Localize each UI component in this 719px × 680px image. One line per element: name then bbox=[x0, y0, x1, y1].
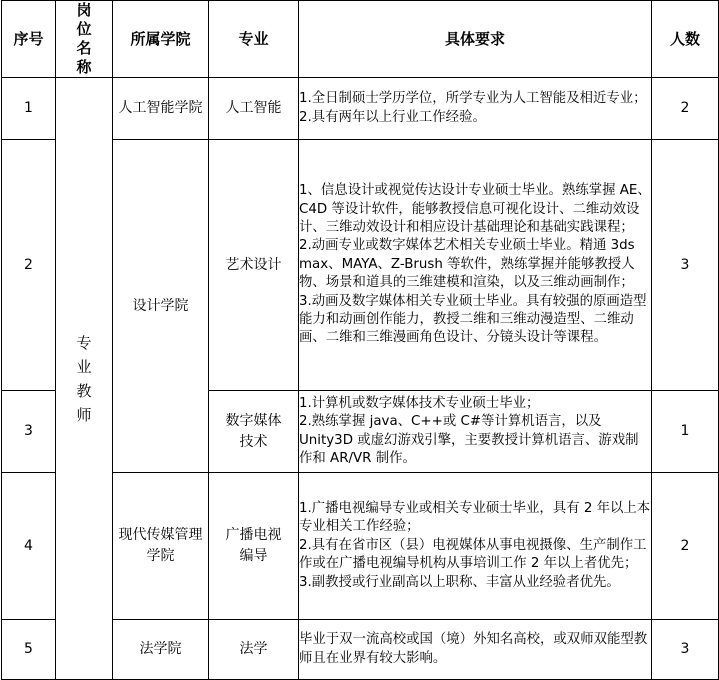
header-requirements: 具体要求 bbox=[299, 1, 652, 78]
count-cell: 3 bbox=[652, 140, 719, 391]
seq-cell: 5 bbox=[2, 620, 56, 680]
seq-cell: 4 bbox=[2, 473, 56, 620]
college-cell: 法学院 bbox=[113, 620, 209, 680]
college-cell: 人工智能学院 bbox=[113, 78, 209, 140]
table-row bbox=[2, 78, 719, 140]
seq-cell: 2 bbox=[2, 140, 56, 391]
header-seq: 序号 bbox=[2, 1, 56, 78]
requirement-item: 2.具有在省市区（县）电视媒体从事电视摄像、生产制作工作或在广播电视编导机构从事培训工作 2 年以上者优先； bbox=[299, 537, 647, 572]
count-cell: 3 bbox=[652, 620, 719, 680]
requirement-item: 1.全日制硕士学历学位，所学专业为人工智能及相近专业； bbox=[299, 91, 647, 107]
major-cell: 艺术设计 bbox=[209, 140, 299, 391]
count-cell: 2 bbox=[652, 473, 719, 620]
post-name-cell bbox=[56, 78, 113, 680]
requirement-item: 3.副教授或行业副高以上职称、丰富从业经验者优先。 bbox=[299, 574, 620, 590]
count-cell: 1 bbox=[652, 391, 719, 473]
header-major: 专业 bbox=[209, 1, 299, 78]
header-post bbox=[56, 1, 113, 78]
requirements-cell bbox=[299, 140, 652, 391]
major-cell: 法学 bbox=[209, 620, 299, 680]
header-post-text: 岗位名称 bbox=[76, 1, 92, 76]
requirement-item: 2.熟练掌握 java、C++或 C#等计算机语言，以及 Unity3D 或虚幻游戏引擎，主要教授计算机语言、游戏制作和 AR/VR 制作。 bbox=[299, 414, 639, 466]
major-cell: 人工智能 bbox=[209, 78, 299, 140]
requirements-cell bbox=[299, 78, 652, 140]
header-count: 人数 bbox=[652, 1, 719, 78]
requirements-cell bbox=[299, 391, 652, 473]
requirement-item: 1.计算机或数字媒体技术专业硕士毕业； bbox=[299, 395, 540, 411]
seq-cell: 3 bbox=[2, 391, 56, 473]
college-cell: 现代传媒管理学院 bbox=[113, 473, 209, 620]
header-row bbox=[2, 1, 719, 78]
major-cell: 数字媒体技术 bbox=[209, 391, 299, 473]
post-name: 专业教师 bbox=[76, 333, 92, 424]
count-cell: 2 bbox=[652, 78, 719, 140]
seq-cell: 1 bbox=[2, 78, 56, 140]
major-cell: 广播电视编导 bbox=[209, 473, 299, 620]
requirement-item: 2.具有两年以上行业工作经验。 bbox=[299, 109, 486, 125]
requirement-item: 1、信息设计或视觉传达设计专业硕士毕业。熟练掌握 AE、C4D 等设计软件，能够教授信息可视化设计、二维动效设计、三维动效设计和相应设计基础理论和基础实践课程； bbox=[299, 183, 651, 235]
header-college: 所属学院 bbox=[113, 1, 209, 78]
requirement-item: 2.动画专业或数字媒体艺术相关专业硕士毕业。精通 3ds max、MAYA、Z-Brush 等软件，熟练掌握并能够教授人物、场景和道具的三维建模和渲染，以及三维动画制作； bbox=[299, 238, 635, 291]
requirements-cell bbox=[299, 620, 652, 680]
college-cell: 设计学院 bbox=[113, 140, 209, 473]
requirements-cell bbox=[299, 473, 652, 620]
requirement-item: 1.广播电视编导专业或相关专业硕士毕业，具有 2 年以上本专业相关工作经验； bbox=[299, 500, 651, 535]
requirement-item: 毕业于双一流高校或国（境）外知名高校，或双师双能型教师且在业界有较大影响。 bbox=[299, 632, 648, 666]
recruitment-table bbox=[1, 0, 719, 680]
requirement-item: 3.动画及数字媒体相关专业硕士毕业。具有较强的原画造型能力和动画创作能力，教授二维和三维动漫造型、二维动画、二维和三维漫画角色设计、分镜头设计等课程。 bbox=[299, 293, 647, 346]
